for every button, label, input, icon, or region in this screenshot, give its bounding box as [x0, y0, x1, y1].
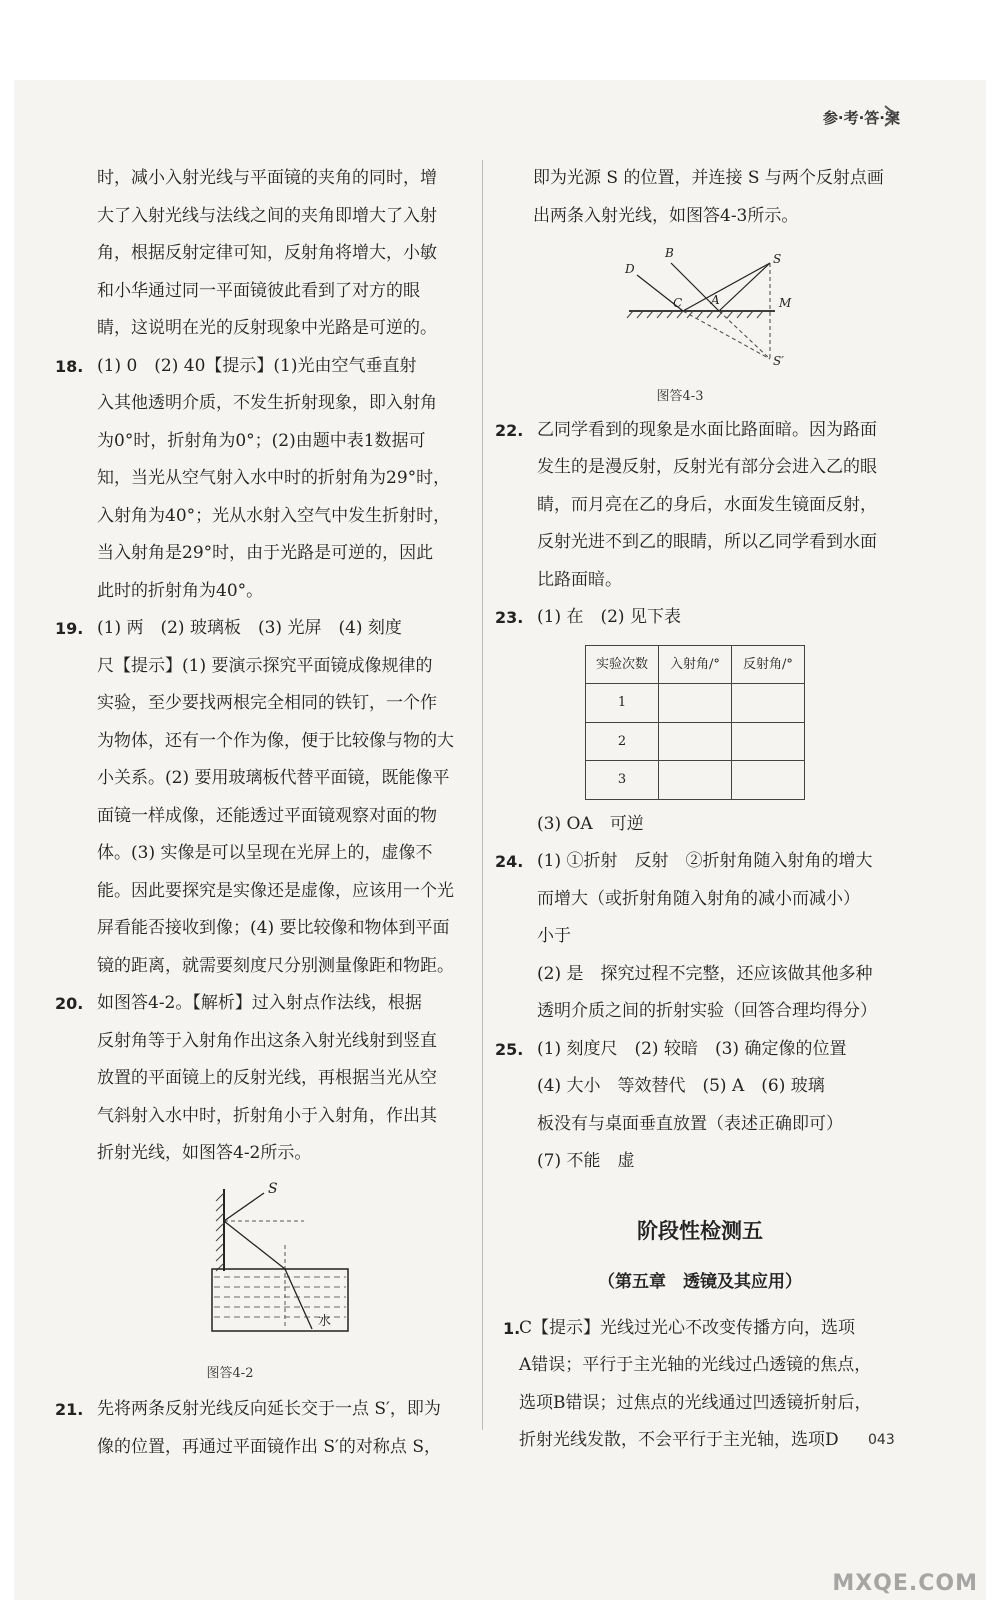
text-line: (2) 是 探究过程不完整，还应该做其他多种	[537, 963, 873, 984]
answer-20	[55, 985, 465, 1173]
table-cell	[659, 761, 732, 800]
table-cell: 2	[586, 722, 659, 761]
label-s: S	[268, 1180, 278, 1197]
table-header: 入射角/°	[659, 645, 732, 684]
table-cell	[659, 722, 732, 761]
text-line: 透明介质之间的折射实验（回答合理均得分）	[537, 1001, 877, 1021]
table-cell	[732, 722, 805, 761]
text-line: 像的位置，再通过平面镜作出 S′的对称点 S，	[97, 1436, 441, 1457]
table-cell	[732, 684, 805, 723]
right-column	[495, 160, 905, 1460]
text-line: 当入射角是29°时，由于光路是可逆的，因此	[97, 543, 434, 563]
table-row	[586, 684, 805, 723]
answer-21-continued	[495, 160, 905, 235]
label-s: S	[773, 252, 782, 266]
figure-4-2	[55, 1179, 465, 1386]
text-line: 乙同学看到的现象是水面比路面暗。因为路面	[537, 419, 877, 440]
text-line: 时，减小入射光线与平面镜的夹角的同时，增	[97, 168, 437, 188]
table-cell	[732, 761, 805, 800]
question-number: 25.	[495, 1039, 524, 1059]
answer-23	[495, 599, 905, 637]
section-title: 阶段性检测五	[637, 1218, 763, 1243]
table-header-row	[586, 645, 805, 684]
text-line: 而增大（或折射角随入射角的减小而减小）	[537, 888, 860, 909]
intro-paragraph	[55, 160, 465, 348]
left-column	[55, 160, 465, 1466]
page-number: 043	[868, 1432, 895, 1448]
figure-4-3	[495, 241, 905, 408]
text-line: 反射光进不到乙的眼睛，所以乙同学看到水面	[537, 532, 877, 552]
label-water: 水	[318, 1313, 332, 1329]
label-a: A	[711, 293, 720, 307]
text-line: 小于	[537, 926, 571, 946]
text-line: (7) 不能 虚	[537, 1151, 635, 1171]
text-line: 知，当光从空气射入水中时的折射角为29°时，	[97, 468, 451, 488]
text-line: (1) 0 (2) 40【提示】(1)光由空气垂直射	[97, 355, 417, 376]
text-line: 和小华通过同一平面镜彼此看到了对方的眼	[97, 280, 420, 301]
question-number: 1.	[503, 1318, 521, 1338]
label-m: M	[779, 296, 792, 310]
text-line: (4) 大小 等效替代 (5) A (6) 玻璃	[537, 1076, 825, 1096]
text-line: (3) OA 可逆	[537, 813, 644, 834]
question-number: 20.	[55, 994, 84, 1013]
answer-22	[495, 412, 905, 600]
figure-caption: 图答4-3	[656, 388, 704, 404]
text-line: 镜的距离，就需要刻度尺分别测量像距和物距。	[97, 955, 454, 976]
text-line: 入射角为40°；光从水射入空气中发生折射时，	[97, 505, 451, 526]
question-number: 24.	[495, 852, 524, 871]
table-cell	[659, 684, 732, 723]
text-line: 此时的折射角为40°。	[97, 580, 264, 601]
text-line: 角，根据反射定律可知，反射角将增大，小敏	[97, 243, 437, 263]
text-line: 为0°时，折射角为0°；(2)由题中表1数据可	[97, 430, 426, 451]
text-line: (1) 两 (2) 玻璃板 (3) 光屏 (4) 刻度	[97, 618, 402, 638]
text-line: (1) 在 (2) 见下表	[537, 607, 681, 627]
text-line: 为物体，还有一个作为像，便于比较像与物的大	[97, 730, 454, 751]
answer-s1	[495, 1310, 905, 1460]
text-line: 比路面暗。	[537, 569, 622, 590]
text-line: 大了入射光线与法线之间的夹角即增大了入射	[97, 205, 437, 226]
text-line: 入其他透明介质，不发生折射现象，即入射角	[97, 393, 437, 413]
question-number: 18.	[55, 356, 84, 376]
text-line: 气斜射入水中时，折射角小于入射角，作出其	[97, 1105, 437, 1126]
header-arrow-icon	[879, 103, 905, 129]
text-line: 折射光线，如图答4-2所示。	[97, 1143, 312, 1163]
text-line: C【提示】光线过光心不改变传播方向，选项	[519, 1317, 856, 1338]
question-number: 19.	[55, 619, 84, 638]
text-line: 面镜一样成像，还能透过平面镜观察对面的物	[97, 805, 437, 826]
text-line: 实验，至少要找两根完全相同的铁钉，一个作	[97, 693, 437, 713]
table-row	[586, 722, 805, 761]
label-d: D	[625, 262, 635, 276]
figure-4-3-diagram	[615, 241, 815, 371]
figure-4-2-diagram	[200, 1179, 360, 1349]
text-line: 反射角等于入射角作出这条入射光线射到竖直	[97, 1030, 437, 1051]
text-line: 如图答4-2。【解析】过入射点作法线，根据	[97, 993, 422, 1013]
label-b: B	[665, 246, 674, 260]
answer-24	[495, 843, 905, 1031]
text-line: 选项B错误；过焦点的光线通过凹透镜折射后，	[519, 1392, 872, 1413]
text-line: 发生的是漫反射，反射光有部分会进入乙的眼	[537, 457, 877, 477]
text-line: 出两条入射光线，如图答4-3所示。	[533, 205, 799, 226]
text-line: 尺【提示】(1) 要演示探究平面镜成像规律的	[97, 655, 433, 676]
answer-25	[495, 1031, 905, 1181]
text-line: 小关系。(2) 要用玻璃板代替平面镜，既能像平	[97, 768, 450, 788]
answer-19	[55, 610, 465, 985]
text-line: (1) ①折射 反射 ②折射角随入射角的增大	[537, 851, 873, 871]
question-number: 23.	[495, 608, 524, 627]
table-cell: 1	[586, 684, 659, 723]
question-number: 21.	[55, 1400, 84, 1419]
table-row	[586, 761, 805, 800]
text-line: 板没有与桌面垂直放置（表述正确即可）	[537, 1113, 843, 1134]
experiment-table	[585, 645, 805, 800]
column-divider	[482, 160, 483, 1430]
text-line: 放置的平面镜上的反射光线，再根据当光从空	[97, 1068, 437, 1088]
text-line: 即为光源 S 的位置，并连接 S 与两个反射点画	[533, 168, 884, 188]
table-cell: 3	[586, 761, 659, 800]
text-line: 折射光线发散，不会平行于主光轴，选项D	[519, 1430, 839, 1450]
question-number: 22.	[495, 420, 524, 440]
text-line: A错误；平行于主光轴的光线过凸透镜的焦点，	[519, 1355, 872, 1375]
answer-18	[55, 348, 465, 611]
watermark: MXQE.COM	[832, 1571, 978, 1596]
text-line: 睛，这说明在光的反射现象中光路是可逆的。	[97, 318, 437, 338]
section-subtitle: （第五章 透镜及其应用）	[598, 1272, 802, 1292]
text-line: (1) 刻度尺 (2) 较暗 (3) 确定像的位置	[537, 1038, 847, 1059]
label-c: C	[673, 296, 683, 310]
text-line: 先将两条反射光线反向延长交于一点 S′，即为	[97, 1399, 441, 1419]
text-line: 体。(3) 实像是可以呈现在光屏上的，虚像不	[97, 843, 433, 863]
text-line: 屏看能否接收到像；(4) 要比较像和物体到平面	[97, 918, 450, 938]
label-s-prime: S′	[773, 354, 784, 368]
text-line: 睛，而月亮在乙的身后，水面发生镜面反射，	[537, 494, 877, 515]
table-header: 实验次数	[586, 645, 659, 684]
table-header: 反射角/°	[732, 645, 805, 684]
text-line: 能。因此要探究是实像还是虚像，应该用一个光	[97, 880, 454, 901]
answer-21	[55, 1391, 465, 1466]
figure-caption: 图答4-2	[206, 1366, 254, 1381]
header-reference-answers: 参·考·答·案	[822, 109, 900, 127]
